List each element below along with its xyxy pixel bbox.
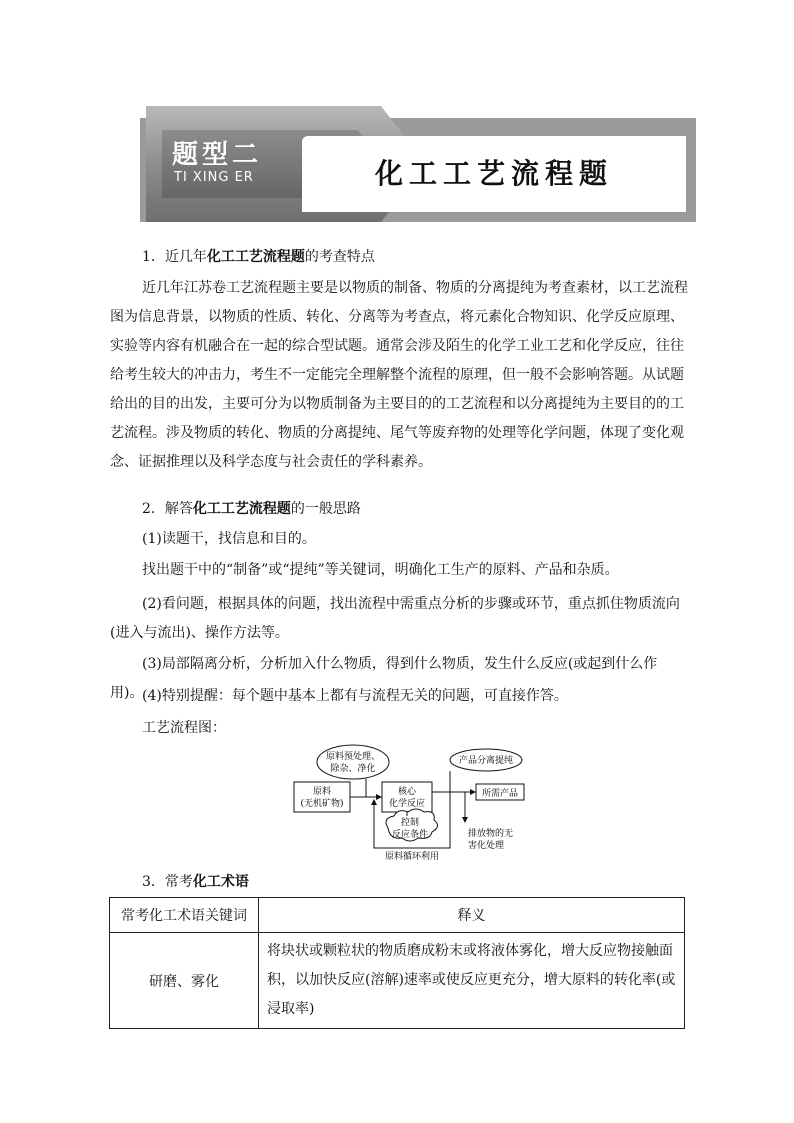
table-header-row (110, 898, 685, 933)
section2-step2: (2)看问题，根据具体的问题，找出流程中需重点分析的步骤或环节，重点抓住物质流向(进入与流出)、操作方法等。 (110, 596, 680, 641)
process-flowchart (290, 742, 540, 862)
section1-heading: 1．近几年化工工艺流程题的考查特点 (142, 249, 375, 265)
section2-step3: (3)局部隔离分析，分析加入什么物质，得到什么物质，发生什么反应(或起到什么作用)。 (110, 656, 658, 701)
banner-pinyin: TI XING ER (174, 170, 254, 185)
section2-step4: (4)特别提醒：每个题中基本上都有与流程无关的问题，可直接作答。 (142, 688, 568, 704)
core-text-1: 核心 (397, 787, 417, 797)
recycle-text: 原料循环利用 (384, 852, 440, 862)
control-text-2: 反应条件 (391, 830, 429, 840)
waste-text-2: 害化处理 (468, 841, 505, 851)
term-cell: 研磨、雾化 (110, 933, 259, 1029)
flowchart-caption: 工艺流程图： (142, 720, 226, 736)
banner-title-box (302, 136, 686, 212)
terms-table (109, 897, 685, 1029)
control-text-1: 控制 (400, 818, 420, 828)
banner-label: 题型二 (172, 140, 263, 170)
pretreat-text-1: 原料预处理、 (325, 752, 381, 762)
raw-text-1: 原料 (312, 787, 332, 797)
table-row (110, 933, 685, 1029)
section3-heading: 3．常考化工术语 (142, 874, 249, 890)
waste-text-1: 排放物的无 (468, 829, 514, 839)
section2-heading: 2．解答化工工艺流程题的一般思路 (142, 501, 361, 517)
separation-text: 产品分离提纯 (458, 756, 514, 766)
flowchart-svg (290, 742, 540, 862)
definition-cell: 将块状或颗粒状的物质磨成粉末或将液体雾化，增大反应物接触面积，以加快反应(溶解)速率或使反应更充分，增大原料的转化率(或浸取率) (259, 933, 685, 1029)
section2-step1: (1)读题干，找信息和目的。 (142, 531, 316, 547)
raw-text-2: (无机矿物) (300, 799, 344, 809)
pretreat-text-2: 除杂、净化 (330, 764, 376, 774)
header-keyword: 常考化工术语关键词 (110, 898, 259, 933)
core-text-2: 化学反应 (388, 799, 426, 809)
section2-step1-detail: 找出题干中的“制备”或“提纯”等关键词，明确化工生产的原料、产品和杂质。 (142, 562, 619, 578)
section-banner (140, 106, 696, 222)
header-meaning: 释义 (259, 898, 685, 933)
product-text: 所需产品 (481, 789, 519, 799)
page-title: 化工工艺流程题 (374, 157, 613, 190)
section1-body: 近几年江苏卷工艺流程题主要是以物质的制备、物质的分离提纯为考查素材，以工艺流程图为信息背景，以物质的性质、转化、分离等为考查点，将元素化合物知识、化学反应原理、实验等内容有机融合在一起的综合型试题。通常会涉及陌生的化学工业工艺和化学反应，往往给考生较大的冲击力，考生不一定能完全理解整个流程的原理，但一般不会影响答题。从试题给出的目的出发，主要可分为以物质制备为主要目的的工艺流程和以分离提纯为主要目的的工艺流程。涉及物质的转化、物质的分离提纯、尾气等废弃物的处理等化学问题，体现了变化观念、证据推理以及科学态度与社会责任的学科素养。 (110, 280, 688, 470)
